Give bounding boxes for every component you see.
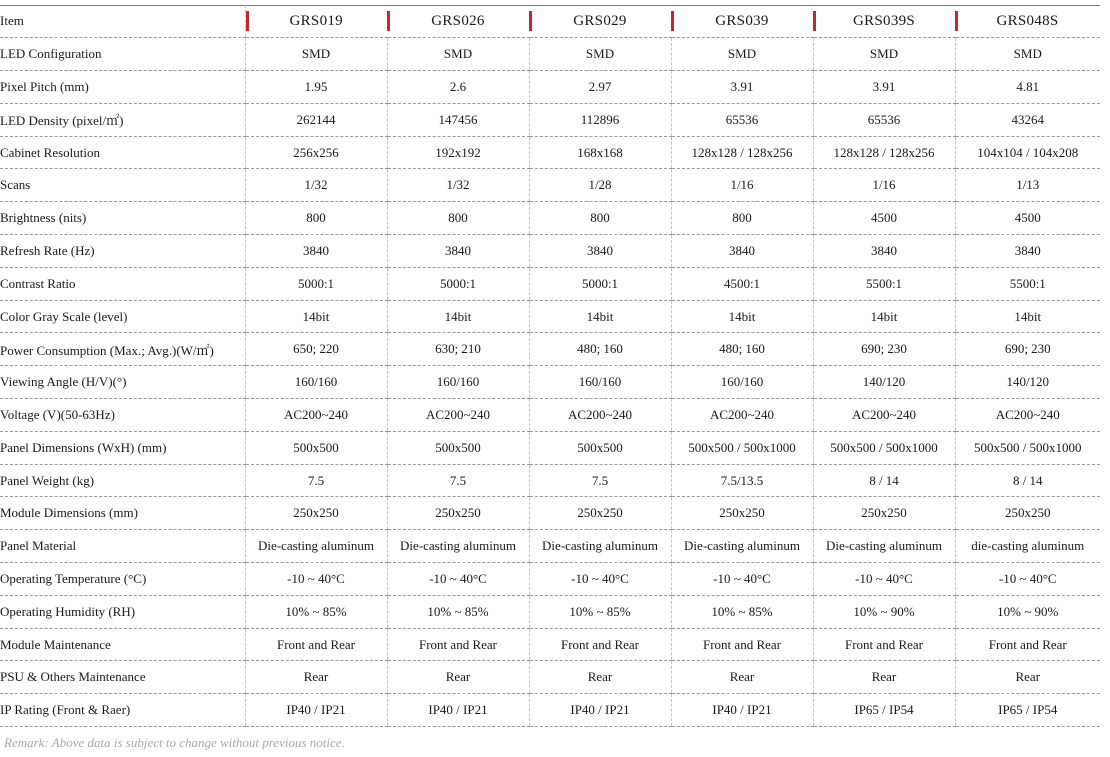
table-cell: 128x128 / 128x256: [813, 136, 955, 169]
table-cell: Front and Rear: [955, 628, 1100, 661]
table-row: [0, 103, 1100, 136]
row-label: Pixel Pitch (mm): [0, 71, 245, 104]
row-label: Module Maintenance: [0, 628, 245, 661]
table-row: [0, 464, 1100, 497]
table-cell: IP40 / IP21: [245, 694, 387, 727]
table-cell: 4.81: [955, 71, 1100, 104]
table-row: [0, 136, 1100, 169]
table-cell: 500x500 / 500x1000: [955, 431, 1100, 464]
table-cell: Front and Rear: [813, 628, 955, 661]
table-cell: 480; 160: [671, 333, 813, 366]
table-cell: SMD: [813, 38, 955, 71]
spec-table-header: [0, 5, 1100, 38]
table-cell: 140/120: [955, 366, 1100, 399]
table-cell: 1/16: [813, 169, 955, 202]
table-cell: Front and Rear: [387, 628, 529, 661]
table-cell: 192x192: [387, 136, 529, 169]
row-label: Module Dimensions (mm): [0, 497, 245, 530]
row-label: Voltage (V)(50-63Hz): [0, 399, 245, 432]
table-cell: 14bit: [529, 300, 671, 333]
table-cell: 7.5: [387, 464, 529, 497]
header-model-grs019: GRS019: [245, 5, 387, 38]
table-cell: 140/120: [813, 366, 955, 399]
table-cell: 160/160: [387, 366, 529, 399]
table-cell: -10 ~ 40°C: [529, 563, 671, 596]
table-cell: 3.91: [671, 71, 813, 104]
table-cell: 250x250: [387, 497, 529, 530]
table-cell: 256x256: [245, 136, 387, 169]
table-cell: 65536: [813, 103, 955, 136]
table-cell: 65536: [671, 103, 813, 136]
table-cell: 10% ~ 90%: [813, 595, 955, 628]
table-cell: 7.5: [529, 464, 671, 497]
table-cell: Rear: [671, 661, 813, 694]
table-cell: 10% ~ 90%: [955, 595, 1100, 628]
table-cell: Rear: [529, 661, 671, 694]
table-cell: 4500:1: [671, 267, 813, 300]
table-cell: 800: [529, 202, 671, 235]
table-cell: 500x500 / 500x1000: [671, 431, 813, 464]
table-cell: AC200~240: [955, 399, 1100, 432]
table-cell: 10% ~ 85%: [529, 595, 671, 628]
table-cell: Die-casting aluminum: [671, 530, 813, 563]
table-cell: 1.95: [245, 71, 387, 104]
table-cell: Front and Rear: [671, 628, 813, 661]
table-cell: 262144: [245, 103, 387, 136]
table-cell: Die-casting aluminum: [813, 530, 955, 563]
table-cell: SMD: [955, 38, 1100, 71]
table-cell: -10 ~ 40°C: [245, 563, 387, 596]
table-cell: 7.5/13.5: [671, 464, 813, 497]
row-label: PSU & Others Maintenance: [0, 661, 245, 694]
table-cell: Rear: [955, 661, 1100, 694]
table-cell: 7.5: [245, 464, 387, 497]
remark-note: Remark: Above data is subject to change without previous notice.: [4, 735, 345, 750]
table-cell: 3840: [245, 235, 387, 268]
table-cell: SMD: [671, 38, 813, 71]
table-row: [0, 694, 1100, 727]
table-cell: 112896: [529, 103, 671, 136]
table-cell: 8 / 14: [813, 464, 955, 497]
table-row: [0, 530, 1100, 563]
table-cell: SMD: [529, 38, 671, 71]
table-cell: 14bit: [671, 300, 813, 333]
table-cell: 14bit: [387, 300, 529, 333]
table-cell: SMD: [245, 38, 387, 71]
table-cell: Front and Rear: [529, 628, 671, 661]
table-cell: 14bit: [955, 300, 1100, 333]
table-cell: 168x168: [529, 136, 671, 169]
row-label: Panel Dimensions (WxH) (mm): [0, 431, 245, 464]
header-model-grs039s: GRS039S: [813, 5, 955, 38]
table-cell: 650; 220: [245, 333, 387, 366]
row-label: Refresh Rate (Hz): [0, 235, 245, 268]
table-row: [0, 169, 1100, 202]
table-cell: 2.97: [529, 71, 671, 104]
table-cell: 2.6: [387, 71, 529, 104]
table-row: [0, 431, 1100, 464]
table-cell: 4500: [813, 202, 955, 235]
table-cell: 3840: [387, 235, 529, 268]
row-label: Scans: [0, 169, 245, 202]
table-cell: Rear: [813, 661, 955, 694]
table-row: [0, 595, 1100, 628]
table-cell: 3840: [529, 235, 671, 268]
table-row: [0, 38, 1100, 71]
table-cell: 500x500: [529, 431, 671, 464]
table-cell: Die-casting aluminum: [387, 530, 529, 563]
table-row: [0, 399, 1100, 432]
row-label: LED Configuration: [0, 38, 245, 71]
table-cell: 104x104 / 104x208: [955, 136, 1100, 169]
table-cell: 3.91: [813, 71, 955, 104]
table-row: [0, 202, 1100, 235]
table-cell: 500x500 / 500x1000: [813, 431, 955, 464]
table-cell: AC200~240: [529, 399, 671, 432]
table-cell: -10 ~ 40°C: [955, 563, 1100, 596]
table-cell: 250x250: [955, 497, 1100, 530]
table-row: [0, 235, 1100, 268]
table-row: [0, 71, 1100, 104]
table-cell: 800: [671, 202, 813, 235]
table-cell: 14bit: [813, 300, 955, 333]
table-cell: 250x250: [529, 497, 671, 530]
table-cell: 690; 230: [955, 333, 1100, 366]
table-cell: Die-casting aluminum: [245, 530, 387, 563]
row-label: Power Consumption (Max.; Avg.)(W/㎡): [0, 333, 245, 366]
table-cell: 147456: [387, 103, 529, 136]
table-cell: 1/28: [529, 169, 671, 202]
table-cell: 500x500: [387, 431, 529, 464]
table-cell: Die-casting aluminum: [529, 530, 671, 563]
table-cell: 4500: [955, 202, 1100, 235]
table-cell: Rear: [387, 661, 529, 694]
table-cell: 14bit: [245, 300, 387, 333]
table-cell: 1/32: [387, 169, 529, 202]
table-cell: Rear: [245, 661, 387, 694]
row-label: Brightness (nits): [0, 202, 245, 235]
table-cell: AC200~240: [387, 399, 529, 432]
table-row: [0, 563, 1100, 596]
table-row: [0, 267, 1100, 300]
table-cell: AC200~240: [245, 399, 387, 432]
header-row: [0, 5, 1100, 38]
table-cell: die-casting aluminum: [955, 530, 1100, 563]
table-cell: AC200~240: [671, 399, 813, 432]
table-cell: 5500:1: [813, 267, 955, 300]
table-cell: 1/16: [671, 169, 813, 202]
table-cell: 5000:1: [529, 267, 671, 300]
table-cell: IP65 / IP54: [955, 694, 1100, 727]
table-row: [0, 628, 1100, 661]
row-label: Operating Temperature (°C): [0, 563, 245, 596]
table-row: [0, 300, 1100, 333]
row-label: Cabinet Resolution: [0, 136, 245, 169]
table-row: [0, 366, 1100, 399]
table-cell: IP40 / IP21: [529, 694, 671, 727]
table-cell: 10% ~ 85%: [671, 595, 813, 628]
table-cell: -10 ~ 40°C: [671, 563, 813, 596]
table-cell: 5500:1: [955, 267, 1100, 300]
table-cell: 43264: [955, 103, 1100, 136]
table-cell: Front and Rear: [245, 628, 387, 661]
table-cell: 10% ~ 85%: [387, 595, 529, 628]
table-cell: 8 / 14: [955, 464, 1100, 497]
table-cell: IP40 / IP21: [387, 694, 529, 727]
table-cell: 160/160: [529, 366, 671, 399]
table-cell: 480; 160: [529, 333, 671, 366]
row-label: Color Gray Scale (level): [0, 300, 245, 333]
table-cell: AC200~240: [813, 399, 955, 432]
table-cell: IP65 / IP54: [813, 694, 955, 727]
table-cell: 800: [387, 202, 529, 235]
table-cell: 250x250: [813, 497, 955, 530]
row-label: IP Rating (Front & Raer): [0, 694, 245, 727]
table-cell: 3840: [955, 235, 1100, 268]
row-label: Operating Humidity (RH): [0, 595, 245, 628]
table-cell: 1/32: [245, 169, 387, 202]
spec-table-body: [0, 38, 1100, 727]
table-cell: 800: [245, 202, 387, 235]
header-item-label: Item: [0, 5, 245, 38]
header-model-grs039: GRS039: [671, 5, 813, 38]
table-row: [0, 497, 1100, 530]
table-cell: 3840: [813, 235, 955, 268]
header-model-grs048s: GRS048S: [955, 5, 1100, 38]
row-label: LED Density (pixel/㎡): [0, 103, 245, 136]
row-label: Panel Weight (kg): [0, 464, 245, 497]
table-cell: 5000:1: [387, 267, 529, 300]
table-cell: 3840: [671, 235, 813, 268]
table-cell: 630; 210: [387, 333, 529, 366]
table-cell: 128x128 / 128x256: [671, 136, 813, 169]
table-cell: 160/160: [245, 366, 387, 399]
table-cell: 250x250: [671, 497, 813, 530]
table-cell: 160/160: [671, 366, 813, 399]
row-label: Contrast Ratio: [0, 267, 245, 300]
row-label: Viewing Angle (H/V)(°): [0, 366, 245, 399]
table-cell: 1/13: [955, 169, 1100, 202]
table-cell: 690; 230: [813, 333, 955, 366]
row-label: Panel Material: [0, 530, 245, 563]
header-model-grs026: GRS026: [387, 5, 529, 38]
table-cell: 10% ~ 85%: [245, 595, 387, 628]
table-cell: -10 ~ 40°C: [387, 563, 529, 596]
header-model-grs029: GRS029: [529, 5, 671, 38]
spec-table: [0, 5, 1100, 727]
table-row: [0, 333, 1100, 366]
table-cell: SMD: [387, 38, 529, 71]
table-cell: IP40 / IP21: [671, 694, 813, 727]
table-row: [0, 661, 1100, 694]
table-cell: 250x250: [245, 497, 387, 530]
table-cell: -10 ~ 40°C: [813, 563, 955, 596]
table-cell: 500x500: [245, 431, 387, 464]
table-cell: 5000:1: [245, 267, 387, 300]
